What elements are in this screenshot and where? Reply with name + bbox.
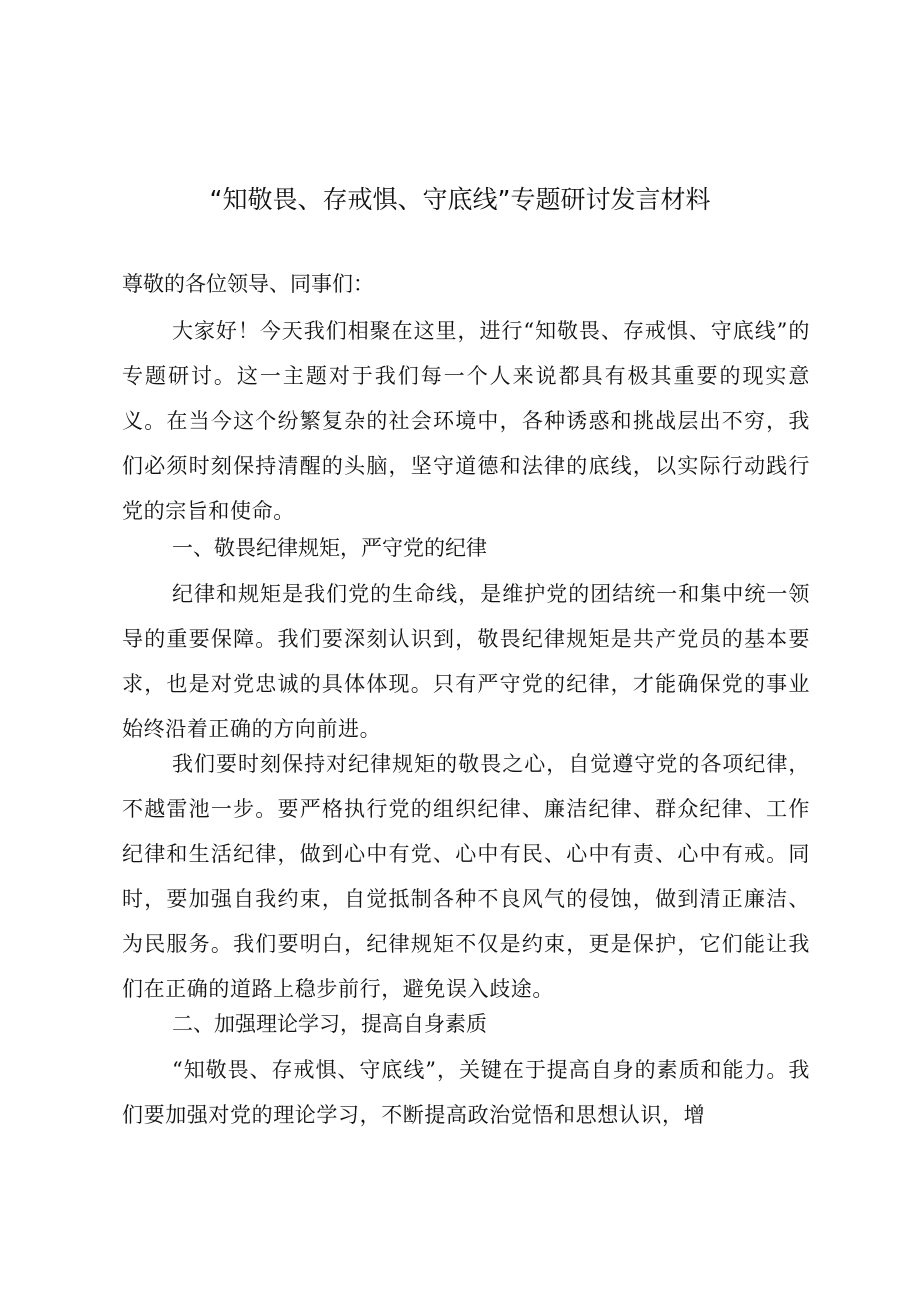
- document-title: “知敬畏、存戒惧、守底线”专题研讨发言材料: [209, 185, 711, 214]
- section-1-paragraph-1: 纪律和规矩是我们党的生命线，是维护党的团结统一和集中统一领导的重要保障。我们要深刻认识到，敬畏纪律规矩是共产党员的基本要求，也是对党忠诚的具体体现。只有严守党的纪律，才能确保党的事业始终沿着正确的方向前进。: [122, 582, 810, 741]
- section-heading-discipline: 一、敬畏纪律规矩，严守党的纪律: [172, 536, 487, 560]
- section-heading-study: 二、加强理论学习，提高自身素质: [172, 1012, 487, 1036]
- intro-paragraph: 大家好！今天我们相聚在这里，进行“知敬畏、存戒惧、守底线”的专题研讨。这一主题对于我们每一个人来说都具有极其重要的现实意义。在当今这个纷繁复杂的社会环境中，各种诱惑和挑战层出不穷，我们必须时刻保持清醒的头脑，坚守道德和法律的底线，以实际行动践行党的宗旨和使命。: [122, 319, 810, 523]
- section-2-paragraph-1: “知敬畏、存戒惧、守底线”，关键在于提高自身的素质和能力。我们要加强对党的理论学习，不断提高政治觉悟和思想认识，增: [122, 1058, 810, 1127]
- section-1-paragraph-2: 我们要时刻保持对纪律规矩的敬畏之心，自觉遵守党的各项纪律，不越雷池一步。要严格执行党的组织纪律、廉洁纪律、群众纪律、工作纪律和生活纪律，做到心中有党、心中有民、心中有责、心中有戒。同时，要加强自我约束，自觉抵制各种不良风气的侵蚀，做到清正廉洁、为民服务。我们要明白，纪律规矩不仅是约束，更是保护，它们能让我们在正确的道路上稳步前行，避免误入歧途。: [122, 752, 810, 1001]
- salutation: 尊敬的各位领导、同事们：: [122, 272, 374, 296]
